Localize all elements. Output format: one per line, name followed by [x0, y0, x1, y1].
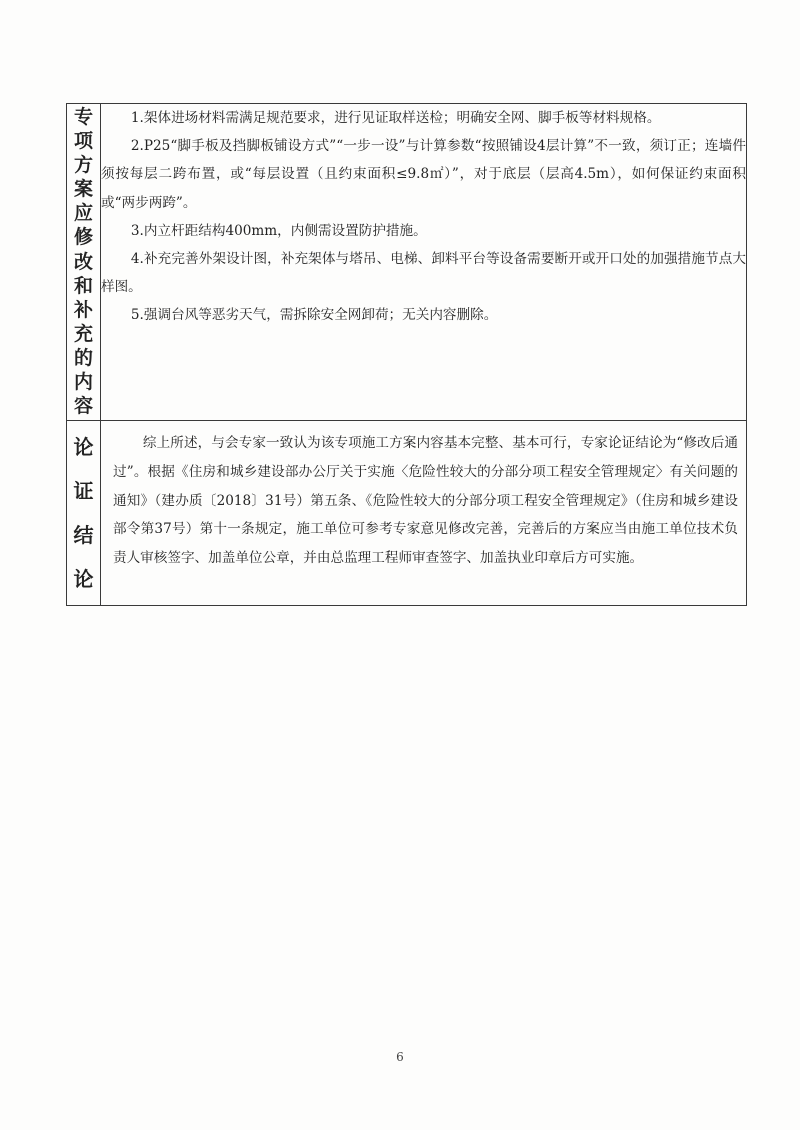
conclusion-label-char: 证 [73, 479, 94, 504]
revisions-label-cell [67, 104, 101, 421]
conclusion-label-char: 论 [73, 567, 94, 592]
revision-item-3: 3.内立杆距结构400mm，内侧需设置防护措施。 [130, 222, 427, 239]
conclusion-label-cell [67, 421, 101, 606]
revisions-label-char: 修 [73, 226, 93, 249]
revision-item-1: 1.架体进场材料需满足规范要求，进行见证取样送检；明确安全网、脚手板等材料规格。 [130, 110, 661, 126]
expert-review-table [66, 103, 747, 606]
revisions-label-char: 案 [73, 178, 93, 201]
conclusion-text: 综上所述，与会专家一致认为该专项施工方案内容基本完整、基本可行，专家论证结论为“修改后通过”。根据《住房和城乡建设部办公厅关于实施〈危险性较大的分部分项工程安全管理规定〉有关问题的通知》（建办质〔2018〕31号）第五条、《危险性较大的分部分项工程安全管理规定》（住房和城乡建设部令第37号）第十一条规定，施工单位可参考专家意见修改完善，完善后的方案应当由施工单位技术负责人审核签字、加盖单位公章，并由总监理工程师审查签字、加盖执业印章后方可实施。 [113, 435, 738, 567]
revisions-label-char: 项 [73, 130, 93, 153]
conclusion-content [101, 421, 747, 606]
revision-item-4: 4.补充完善外架设计图，补充架体与塔吊、电梯、卸料平台等设备需要断开或开口处的加强措施节点大样图。 [101, 251, 746, 296]
revisions-label-char: 应 [73, 202, 93, 225]
conclusion-row [67, 421, 747, 606]
revisions-label-char: 和 [73, 274, 93, 297]
revisions-label-char: 专 [73, 106, 93, 128]
page-number: 6 [396, 1050, 404, 1064]
revisions-label-char: 补 [73, 298, 93, 321]
revisions-label-char: 的 [73, 346, 93, 369]
revisions-row [67, 104, 747, 421]
conclusion-label [67, 421, 100, 605]
revisions-label-char: 容 [73, 395, 93, 418]
revisions-label [67, 104, 100, 420]
revisions-label-char: 内 [73, 371, 93, 394]
conclusion-label-char: 论 [73, 435, 94, 460]
revision-item-5: 5.强调台风等恶劣天气，需拆除安全网卸荷；无关内容删除。 [130, 307, 498, 324]
revision-item-2: 2.P25“脚手板及挡脚板铺设方式”“一步一设”与计算参数“按照铺设4层计算”不一致，须订正；连墙件须按每层二跨布置，或“每层设置（且约束面积≤9.8㎡）”，对于底层（层高4.5m），如何保证约束面积或“两步两跨”。 [101, 138, 746, 211]
revisions-label-char: 充 [73, 322, 93, 345]
conclusion-label-char: 结 [73, 523, 94, 548]
revisions-label-char: 方 [73, 154, 93, 177]
revisions-content [101, 104, 747, 421]
revisions-label-char: 改 [73, 250, 93, 273]
